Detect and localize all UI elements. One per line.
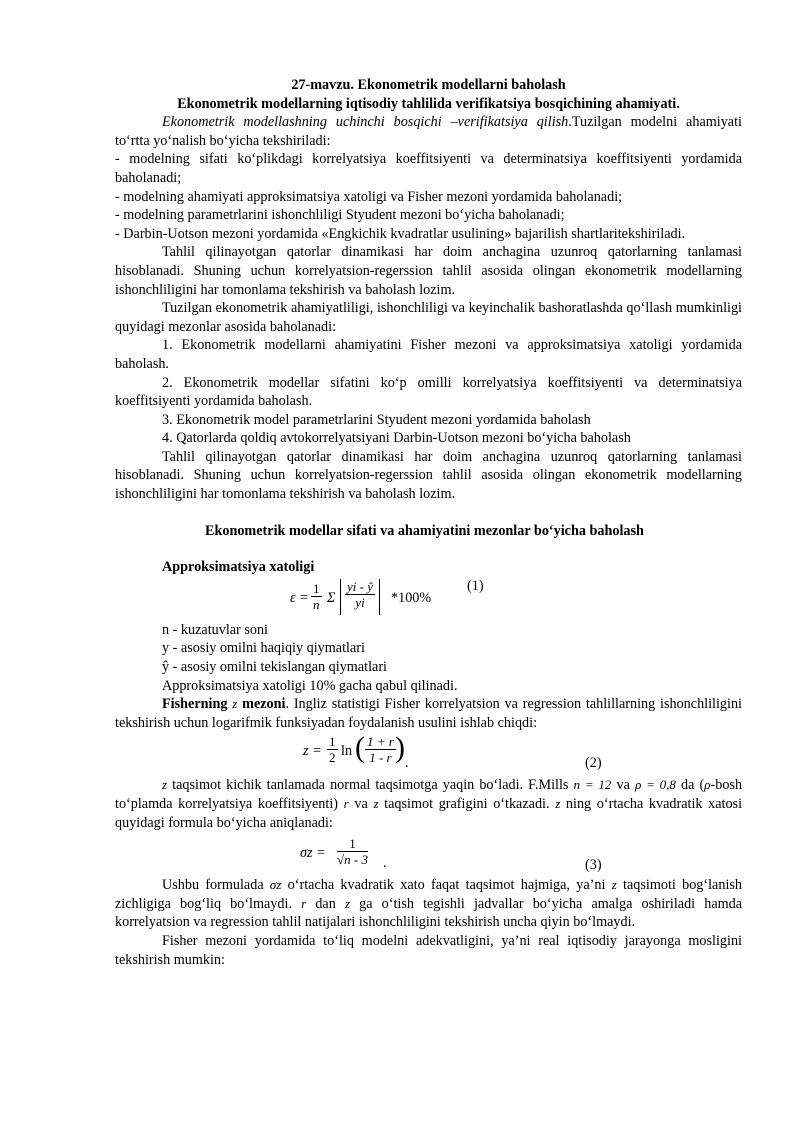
fisher-paragraph: Fisherning z mezoni. Ingliz statistigi Fisher korrelyatsion va regression tahlillarning ishonchliligini tekshirish uchun logarifmik funksiyadan foydalanish usulini ishlab chiqdi: [115, 696, 742, 731]
bullet-item: - Darbin-Uotson mezoni yordamida «Engkichik kvadratlar usulining» bajarilish shartlaritekshiriladi. [115, 225, 686, 242]
variable-definition: Approksimatsiya xatoligi 10% gacha qabul qilinadi. [162, 677, 458, 694]
formula1-tail: *100% [391, 589, 432, 606]
bullet-item: - modelning sifati ko‘plikdagi korrelyatsiya koeffitsiyenti va determinatsiya koeffitsiyenti yordamida baholanadi; [115, 151, 742, 186]
equation-number-3: (3) [585, 857, 602, 874]
intro-paragraph [115, 113, 742, 150]
paragraph-4: Ushbu formulada σz o‘rtacha kvadratik xato faqat taqsimot hajmiga, ya’ni z taqsimoti bog‘lanish zichligiga bog‘liq bo‘lmaydi. r dan z ga o‘tish tegishli jadvallar bo‘yicha amalga oshiriladi hamda korrelyatsion va regression tahlil natijalari ishonchliligini tekshirish uncha qiyin bo‘lmaydi. [115, 877, 743, 931]
variable-definition: y - asosiy omilni haqiqiy qiymatlari [162, 640, 365, 657]
formula1-lhs: ε = [290, 589, 309, 606]
paragraph-2: Tuzilgan ekonometrik ahamiyatliligi, ishonchliligi va keyinchalik bashoratlashda qo‘llash mumkinligi quyidagi mezonlar asosida baholanadi: [115, 300, 742, 335]
formula1-abs: $\frac{yi - ŷ}{yi}$ [340, 579, 380, 615]
page-subtitle: Ekonometrik modellarning iqtisodiy tahlilida verifikatsiya bosqichining ahamiyati. [177, 95, 680, 112]
numbered-item: 2. Ekonometrik modellar sifatini ko‘p omilli korrelyatsiya koeffitsiyenti va determinatsiya koeffitsiyenti yordamida baholash. [115, 374, 742, 410]
bullet-item: - modelning ahamiyati approksimatsiya xatoligi va Fisher mezoni yordamida baholanadi; [115, 188, 623, 205]
approx-heading: Approksimatsiya xatoligi [162, 559, 315, 576]
bullet-item: - modelning parametrlarini ishonchliligi Styudent mezoni bo‘yicha baholanadi; [115, 207, 565, 224]
paragraph-3: Tahlil qilinayotgan qatorlar dinamikasi har doim anchagina uzunroq qatorlarning tanlamasi hisoblanadi. Shuning uchun korrelyatsion-regerssion tahlil asosida olingan ekonometrik modellarning ishonchliligini har tomonlama tekshirish va baholash lozim. [115, 448, 742, 503]
formula1-frac: $\frac{1}{n}$ [313, 580, 320, 612]
z-paragraph: z taqsimot kichik tanlamada normal taqsimotga yaqin bo‘ladi. F.Mills n = 12 va ρ = 0,8 da (ρ-bosh to‘plamda korrelyatsiya koeffitsiyenti) r va z taqsimot grafigini o‘tkazadi. z ning o‘rtacha kvadratik xatosi quyidagi formula bo‘yicha aniqlanadi: [115, 777, 743, 831]
formula-approx-error [115, 577, 742, 621]
numbered-item: 3. Ekonometrik model parametrlarini Styudent mezoni yordamida baholash [162, 411, 591, 428]
numbered-item: 1. Ekonometrik modellarni ahamiyatini Fisher mezoni va approksimatsiya xatoligi yordamida baholash. [115, 337, 742, 372]
page-title: 27-mavzu. Ekonometrik modellarni baholash [291, 77, 566, 93]
formula1-sigma: Σ [327, 589, 336, 606]
section-heading: Ekonometrik modellar sifati va ahamiyatini mezonlar bo‘yicha baholash [205, 522, 644, 539]
formula-sigma-z: σz = $\frac{1}{√n - 3}$ . (3) [300, 836, 602, 874]
document-page [115, 76, 742, 969]
formula-fisher-z: z = $\frac{1}{2}$ ln ( $\frac{1 + r}{1 - r}$ ) . (2) [303, 731, 602, 772]
variable-definition: ŷ - asosiy omilni tekislangan qiymatlari [162, 659, 387, 676]
intro-italic: Ekonometrik modellashning uchinchi bosqichi –verifikatsiya qilish [162, 114, 569, 131]
paragraph-5: Fisher mezoni yordamida to‘liq modelni adekvatligini, ya’ni real iqtisodiy jarayonga mosligini tekshirish mumkin: [115, 932, 742, 968]
equation-number-2: (2) [585, 755, 602, 772]
paragraph-1: Tahlil qilinayotgan qatorlar dinamikasi har doim anchagina uzunroq qatorlarning tanlamasi hisoblanadi. Shuning uchun korrelyatsion-regerssion tahlil asosida olingan ekonometrik modellarning ishonchliligini har tomonlama tekshirish va baholash lozim. [115, 244, 742, 298]
numbered-item: 4. Qatorlarda qoldiq avtokorrelyatsiyani Darbin-Uotson mezoni bo‘yicha baholash [162, 430, 631, 447]
intro-rest: .Tuzilgan modelni ahamiyati to‘rtta yo‘nalish bo‘yicha tekshiriladi: [115, 114, 742, 149]
equation-number-1: (1) [467, 577, 484, 594]
variable-definition: n - kuzatuvlar soni [162, 621, 268, 638]
